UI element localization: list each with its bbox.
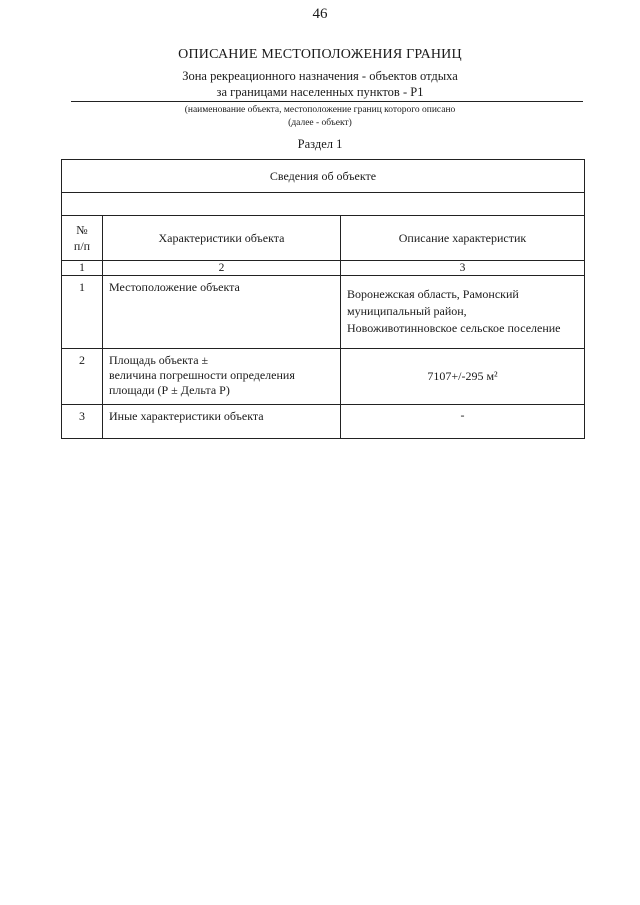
column-header-description: Описание характеристик [341, 216, 585, 261]
characteristic-line-1: Площадь объекта ± [109, 353, 209, 367]
note-line-2: (далее - объект) [288, 118, 352, 128]
column-number-3: 3 [341, 261, 585, 276]
table-row [62, 405, 585, 439]
object-name [0, 68, 640, 100]
object-info-table [61, 159, 585, 439]
row-description: 7107+/-295 м² [341, 349, 585, 405]
note-line-1: (наименование объекта, местоположение границ которого описано [184, 105, 456, 115]
table-empty-row [62, 193, 585, 216]
document-title: ОПИСАНИЕ МЕСТОПОЛОЖЕНИЯ ГРАНИЦ [178, 47, 462, 62]
description-line-2: муниципальный район, [347, 304, 467, 318]
table-row [62, 276, 585, 349]
column-number-2: 2 [103, 261, 341, 276]
column-header-characteristics: Характеристики объекта [103, 216, 341, 261]
row-number: 3 [62, 405, 103, 439]
row-number: 1 [62, 276, 103, 349]
row-characteristic [103, 349, 341, 405]
description-line-1: Воронежская область, Рамонский [347, 287, 519, 301]
column-header-num-line-2: п/п [73, 239, 91, 253]
characteristic-line-2: величина погрешности определения [109, 368, 295, 382]
column-header-num [62, 216, 103, 261]
column-header-num-line-1: № [76, 223, 88, 237]
table-header: Сведения об объекте [62, 160, 585, 193]
section-title: Раздел 1 [297, 137, 343, 151]
table-header-row [62, 160, 585, 193]
table-row [62, 349, 585, 405]
object-name-underline [71, 101, 583, 102]
row-characteristic: Иные характеристики объекта [103, 405, 341, 439]
column-number-1: 1 [62, 261, 103, 276]
object-name-line-2: за границами населенных пунктов - Р1 [216, 85, 424, 99]
row-description: - [341, 405, 585, 439]
column-number-row [62, 261, 585, 276]
object-name-note [0, 104, 640, 130]
row-description [341, 276, 585, 349]
page-number: 46 [312, 6, 328, 22]
column-header-row [62, 216, 585, 261]
description-line-3: Новоживотинновское сельское поселение [347, 321, 561, 335]
empty-cell [62, 193, 585, 216]
row-characteristic: Местоположение объекта [103, 276, 341, 349]
characteristic-line-3: площади (Р ± Дельта Р) [109, 383, 230, 397]
row-number: 2 [62, 349, 103, 405]
object-name-line-1: Зона рекреационного назначения - объектов отдыха [182, 69, 458, 83]
